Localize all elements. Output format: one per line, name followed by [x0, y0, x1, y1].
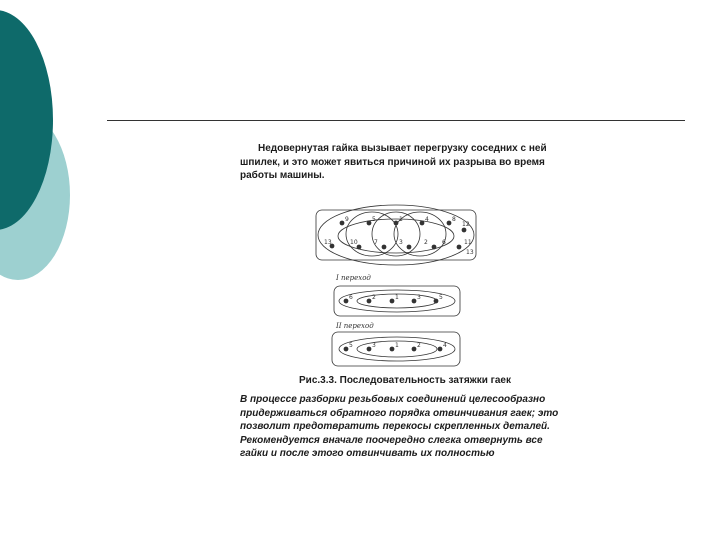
nut-number: 13	[324, 239, 332, 246]
nut-number: 6	[349, 294, 353, 301]
step-label-1: I переход	[336, 274, 371, 282]
nut-number: 2	[372, 294, 376, 301]
flange-outline-2	[334, 286, 460, 316]
nut-number: 4	[425, 216, 429, 223]
header-divider	[107, 120, 685, 121]
nut-number: 9	[345, 216, 349, 223]
figure-caption: Рис.3.3. Последовательность затяжки гаек	[299, 375, 511, 386]
nut-number: 5	[372, 216, 376, 223]
nut-number: 2	[424, 239, 428, 246]
nut-number: 5	[439, 294, 443, 301]
nut-number: 10	[350, 239, 358, 246]
corner-decoration	[0, 0, 110, 300]
nut-number: 8	[452, 216, 456, 223]
nut-number: 3	[417, 294, 421, 301]
nut-number: 12	[462, 221, 470, 228]
nut-number: 5	[349, 342, 353, 349]
nut-number: 6	[442, 239, 446, 246]
step-label-2: II переход	[336, 322, 374, 330]
nut-number: 2	[417, 342, 421, 349]
nut-number: 3	[399, 239, 403, 246]
nut-number: 1	[395, 294, 399, 301]
nut-number: 1	[395, 342, 399, 349]
intro-paragraph: Недовернутая гайка вызывает перегрузку соседних с ней шпилек, и это может явиться причиной их разрыва во время работы машины.	[240, 143, 547, 181]
tightening-figure	[314, 200, 480, 370]
nut-number: 3	[372, 342, 376, 349]
nut-number: 4	[443, 342, 447, 349]
disassembly-paragraph: В процессе разборки резьбовых соединений целесообразно придерживаться обратного порядка отвинчивания гаек; это позволит предотвратить перекосы скрепленных деталей. Рекомендуется вначале поочередно слегка отвернуть все гайки и после этого отвинчивать их полностью	[240, 394, 559, 459]
nut-number: 7	[374, 239, 378, 246]
nut-number: 1	[399, 216, 403, 223]
nut-number: 13	[466, 249, 474, 256]
nut-number: 11	[464, 239, 472, 246]
